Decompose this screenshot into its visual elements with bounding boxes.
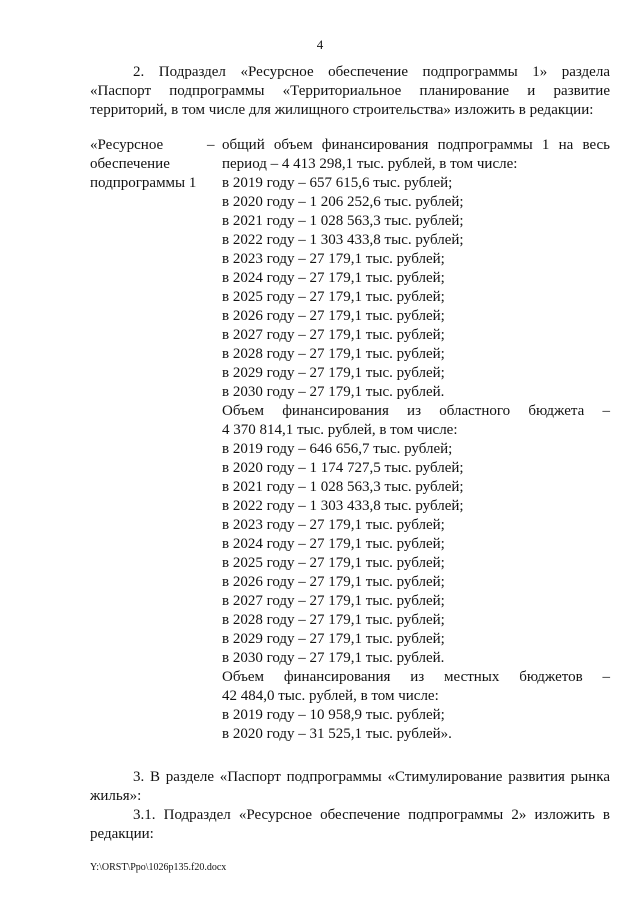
year-line: в 2027 году – 27 179,1 тыс. рублей;	[222, 593, 445, 609]
section-3: 3. В разделе «Паспорт подпрограммы «Стимулирование развития рынка жилья»:	[90, 769, 610, 804]
year-line: в 2021 году – 1 028 563,3 тыс. рублей;	[222, 479, 464, 495]
year-line: в 2020 году – 1 174 727,5 тыс. рублей;	[222, 460, 464, 476]
year-line: в 2019 году – 657 615,6 тыс. рублей;	[222, 175, 453, 191]
year-line: в 2030 году – 27 179,1 тыс. рублей.	[222, 650, 445, 666]
year-line: в 2028 году – 27 179,1 тыс. рублей;	[222, 612, 445, 628]
year-line: в 2023 году – 27 179,1 тыс. рублей;	[222, 251, 445, 267]
section-2-intro: 2. Подраздел «Ресурсное обеспечение подпрограммы 1» раздела «Паспорт подпрограммы «Территориальное планирование и развитие территорий, в том числе для жилищного строительства» изложить в редакции:	[90, 64, 610, 118]
year-line: в 2025 году – 27 179,1 тыс. рублей;	[222, 289, 445, 305]
year-line: в 2020 году – 31 525,1 тыс. рублей».	[222, 726, 452, 742]
regional-line-2: 4 370 814,1 тыс. рублей, в том числе:	[222, 422, 458, 438]
year-line: в 2026 году – 27 179,1 тыс. рублей;	[222, 308, 445, 324]
total-financing-first-line	[207, 136, 610, 155]
page-number: 4	[316, 37, 324, 52]
dash: –	[207, 137, 215, 153]
year-line: в 2019 году – 10 958,9 тыс. рублей;	[222, 707, 445, 723]
year-line: в 2025 году – 27 179,1 тыс. рублей;	[222, 555, 445, 571]
year-line: в 2021 году – 1 028 563,3 тыс. рублей;	[222, 213, 464, 229]
year-line: в 2029 году – 27 179,1 тыс. рублей;	[222, 365, 445, 381]
local-years-list	[222, 706, 610, 744]
local-line-1: Объем финансирования из местных бюджетов –	[222, 669, 610, 685]
resource-label-line: подпрограммы 1	[90, 175, 197, 191]
year-line: в 2024 году – 27 179,1 тыс. рублей;	[222, 270, 445, 286]
file-path-footer: Y:\ORST\Ppo\1026p135.f20.docx	[90, 862, 227, 873]
total-line-2: период – 4 413 298,1 тыс. рублей, в том числе:	[222, 156, 518, 172]
regional-years-list	[222, 440, 610, 668]
year-line: в 2019 году – 646 656,7 тыс. рублей;	[222, 441, 453, 457]
total-years-list	[222, 174, 610, 402]
resource-label	[90, 136, 210, 193]
year-line: в 2026 году – 27 179,1 тыс. рублей;	[222, 574, 445, 590]
year-line: в 2022 году – 1 303 433,8 тыс. рублей;	[222, 498, 464, 514]
year-line: в 2023 году – 27 179,1 тыс. рублей;	[222, 517, 445, 533]
year-line: в 2029 году – 27 179,1 тыс. рублей;	[222, 631, 445, 647]
year-line: в 2024 году – 27 179,1 тыс. рублей;	[222, 536, 445, 552]
year-line: в 2027 году – 27 179,1 тыс. рублей;	[222, 327, 445, 343]
local-line-2: 42 484,0 тыс. рублей, в том числе:	[222, 688, 439, 704]
total-financing-block	[207, 155, 610, 744]
resource-label-line: «Ресурсное	[90, 137, 164, 153]
regional-line-1: Объем финансирования из областного бюджета –	[222, 403, 610, 419]
year-line: в 2030 году – 27 179,1 тыс. рублей.	[222, 384, 445, 400]
total-line-1: общий объем финансирования подпрограммы 1 на весь	[222, 137, 610, 153]
year-line: в 2028 году – 27 179,1 тыс. рублей;	[222, 346, 445, 362]
year-line: в 2022 году – 1 303 433,8 тыс. рублей;	[222, 232, 464, 248]
resource-body	[207, 136, 610, 744]
resource-label-line: обеспечение	[90, 156, 170, 172]
year-line: в 2020 году – 1 206 252,6 тыс. рублей;	[222, 194, 464, 210]
section-3-1: 3.1. Подраздел «Ресурсное обеспечение подпрограммы 2» изложить в редакции:	[90, 807, 610, 842]
